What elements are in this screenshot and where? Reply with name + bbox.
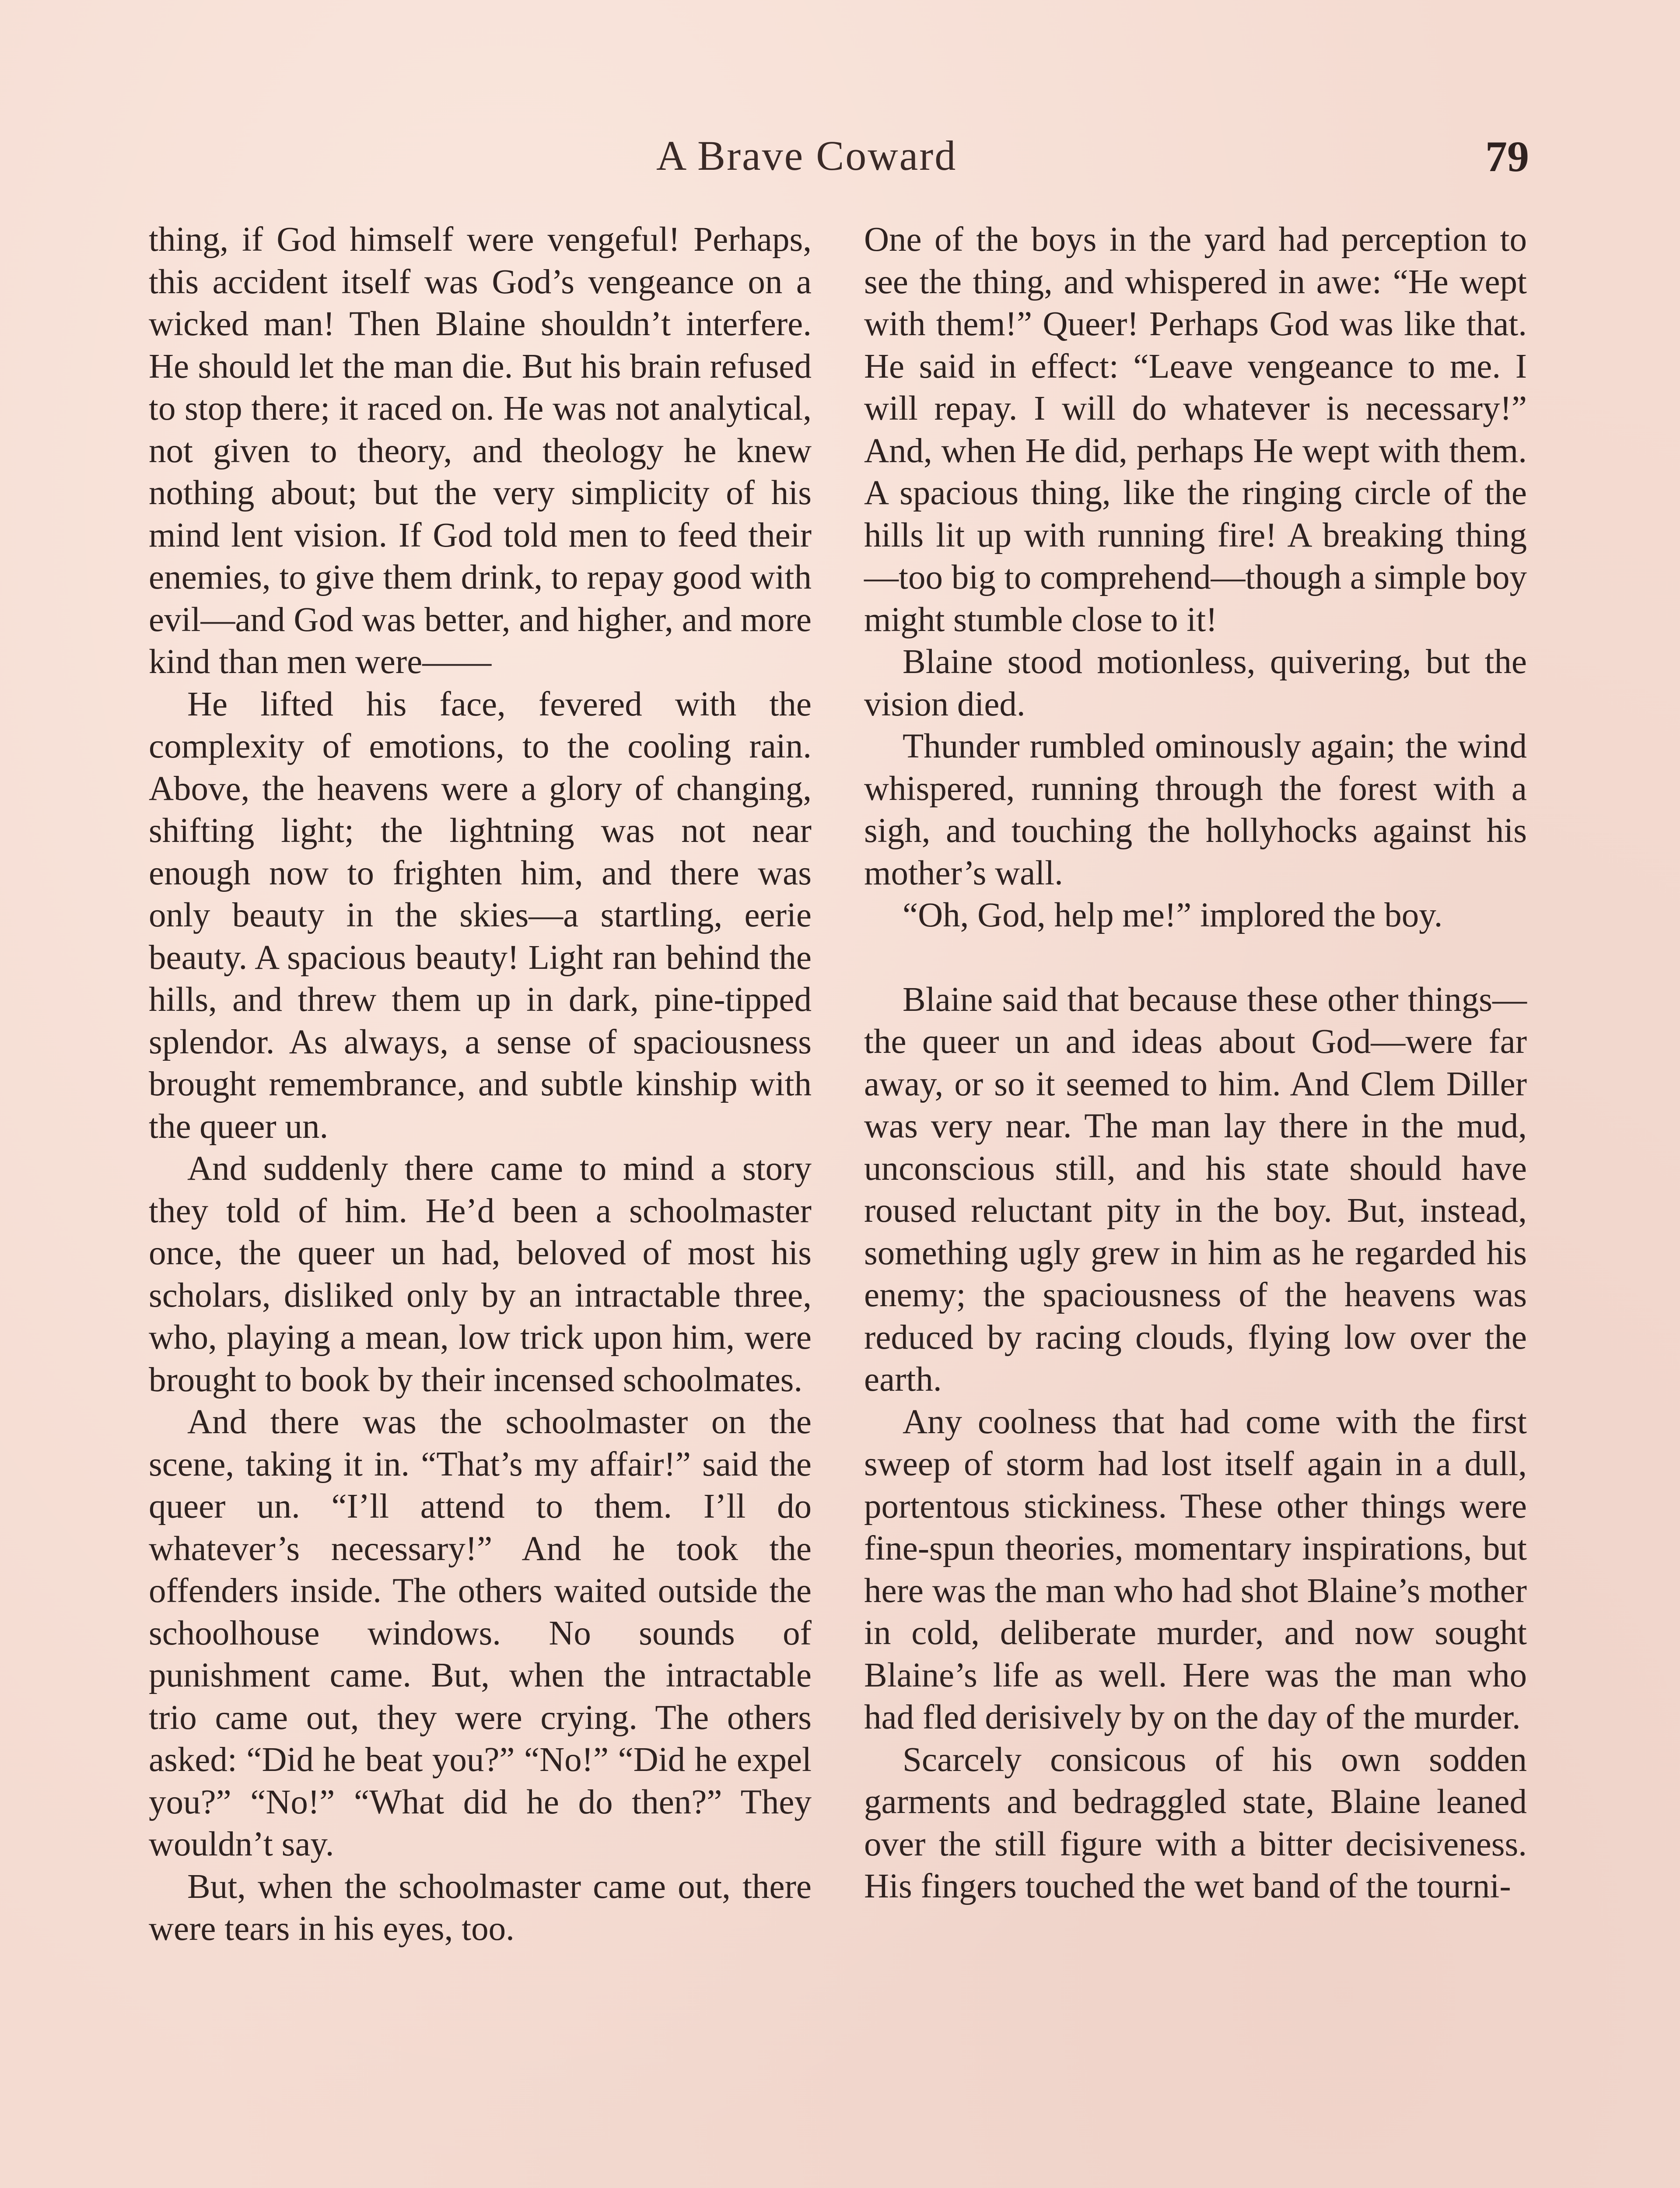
paragraph: And suddenly there came to mind a story they told of him. He’d been a schoolmaster once, the queer un had, beloved of most his scholars, disliked only by an intractable three, who, playing a mean, low trick upon him, were brought to book by their incensed schoolmates. [149,1150,812,1399]
running-head-title: A Brave Coward [656,132,957,179]
paragraph: Scarcely consicous of his own sodden garments and bedraggled state, Blaine leaned over the still figure with a bitter decisiveness. His fingers touched the wet band of the tourni- [864,1740,1527,1905]
paragraph: Any coolness that had come with the first sweep of storm had lost itself again in a dull, portentous stickiness. These other things were fine-spun theories, momentary inspirations, but here was the man who had shot Blaine’s mother in cold, deliberate murder, and now sought Blaine’s life as well. Here was the man who had fled derisively by on the day of the murder. [864,1403,1527,1736]
right-column [864,219,1527,1908]
paragraph: And there was the schoolmaster on the scene, taking it in. “That’s my affair!” said the queer un. “I’ll attend to them. I’ll do whatever’s necessary!” And he took the offenders inside. The others waited outside the schoolhouse windows. No sounds of punishment came. But, when the intractable trio came out, they were crying. The others asked: “Did he beat you?” “No!” “Did he expel you?” “No!” “What did he do then?” They wouldn’t say. [149,1403,812,1863]
paragraph: He lifted his face, fevered with the complexity of emotions, to the cooling rain. Above, the heavens were a glory of changing, shifting light; the lightning was not near enough now to frighten him, and there was only beauty in the skies—a startling, eerie beauty. A spacious beauty! Light ran behind the hills, and threw them up in dark, pine-tipped splendor. As always, a sense of spaciousness brought remembrance, and subtle kinship with the queer un. [149,685,812,1146]
paragraph: Blaine said that because these other things—the queer un and ideas about God—were far away, or so it seemed to him. And Clem Diller was very near. The man lay there in the mud, unconscious still, and his state should have roused reluctant pity in the boy. But, instead, something ugly grew in him as he regarded his enemy; the spaciousness of the heavens was reduced by racing clouds, flying low over the earth. [864,980,1527,1399]
paragraph: One of the boys in the yard had perception to see the thing, and whispered in awe: “He wept with them!” Queer! Perhaps God was like that. He said in effect: “Leave vengeance to me. I will repay. I will do whatever is necessary!” And, when He did, perhaps He wept with them. A spacious thing, like the ringing circle of the hills lit up with running fire! A breaking thing—too big to comprehend—though a simple boy might stumble close to it! [864,221,1527,639]
paragraph: Blaine stood motionless, quivering, but the vision died. [864,643,1527,723]
paragraph: Thunder rumbled ominously again; the wind whispered, running through the forest with a sigh, and touching the hollyhocks against his mother’s wall. [864,727,1527,892]
page-number: 79 [1485,132,1529,181]
paragraph: thing, if God himself were vengeful! Perhaps, this accident itself was God’s vengeance on a wicked man! Then Blaine shouldn’t interfere. He should let the man die. But his brain refused to stop there; it raced on. He was not analytical, not given to theory, and theology he knew nothing about; but the very simplicity of his mind lent vision. If God told men to feed their enemies, to give them drink, to repay good with evil—and God was better, and higher, and more kind than men were—— [149,221,812,681]
paragraph: But, when the schoolmaster came out, there were tears in his eyes, too. [149,1867,812,1948]
paragraph: “Oh, God, help me!” implored the boy. [903,896,1443,934]
left-column [149,219,812,1950]
